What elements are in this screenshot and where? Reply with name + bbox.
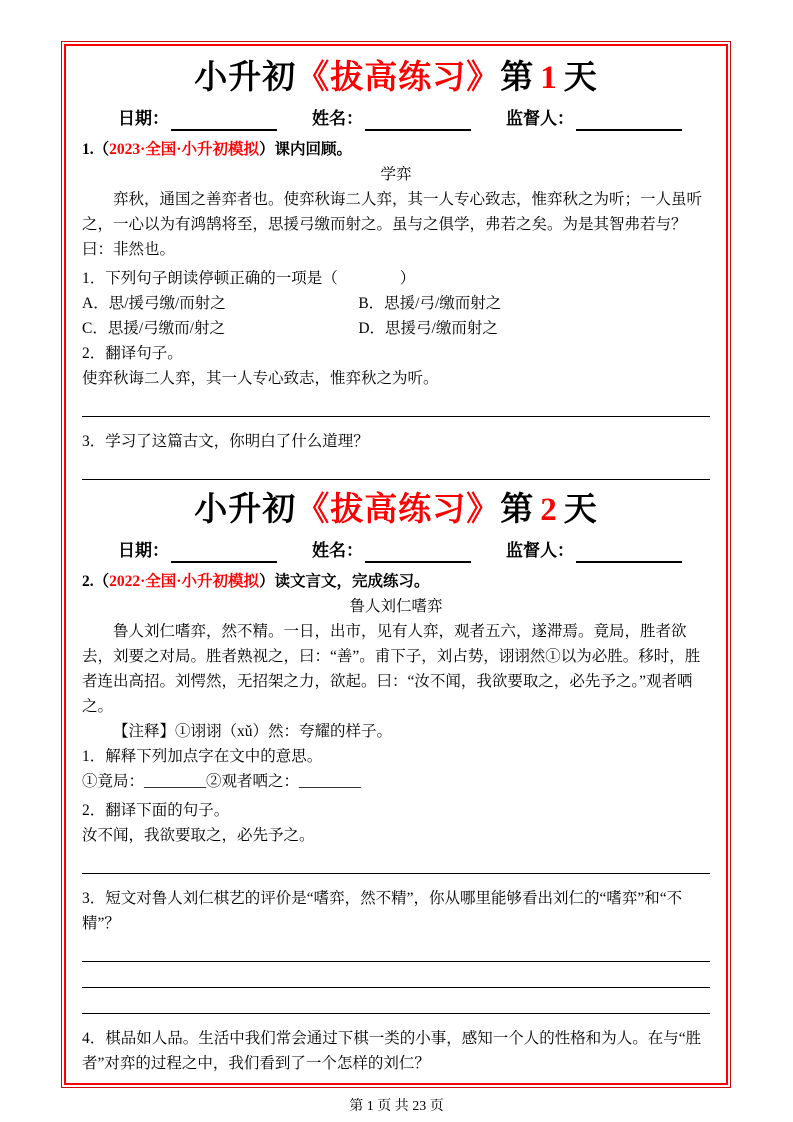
day2-title <box>82 490 710 530</box>
day1-subq2-sentence: 使弈秋诲二人弈，其一人专心致志，惟弈秋之为听。 <box>82 370 439 387</box>
answer-line <box>82 1076 710 1085</box>
day1-header-fields <box>82 107 710 131</box>
name-label: 姓名： <box>312 541 363 560</box>
name-blank <box>365 546 471 563</box>
page-footer: 第 1 页 共 23 页 <box>349 1099 444 1114</box>
question-number: 1. <box>82 141 94 158</box>
date-label: 日期： <box>118 541 169 560</box>
day2-header-fields <box>82 539 710 563</box>
day1-name-field <box>312 107 471 131</box>
date-label: 日期： <box>118 109 169 128</box>
answer-line <box>82 988 710 1014</box>
paren-close: ） <box>258 573 275 590</box>
day2-subq2-sentence: 汝不闻，我欲要取之，必先予之。 <box>82 827 315 844</box>
supervisor-blank <box>576 114 682 131</box>
day2-subq4: 4．棋品如人品。生活中我们常会通过下棋一类的小事，感知一个人的性格和为人。在与“胜者”对弈的过程之中，我们看到了一个怎样的刘仁？ <box>82 1030 702 1072</box>
day2-question-header <box>82 569 710 594</box>
day1-title-day-number: 1 <box>540 60 558 96</box>
day1-title-day-post: 天 <box>563 60 598 96</box>
option-c: C．思援/弓缴而/射之 <box>82 320 225 337</box>
day1-title <box>82 58 710 98</box>
supervisor-blank <box>576 546 682 563</box>
date-blank <box>171 114 277 131</box>
page-border-inner <box>64 44 728 1085</box>
day1-options-row2 <box>82 316 710 341</box>
name-blank <box>365 114 471 131</box>
supervisor-label: 监督人： <box>506 109 574 128</box>
day1-subq3: 3．学习了这篇古文，你明白了什么道理？ <box>82 433 369 450</box>
day2-title-day-pre: 第 <box>500 492 535 528</box>
question-source: 2022·全国·小升初模拟 <box>109 573 259 590</box>
answer-line <box>82 962 710 988</box>
answer-line <box>82 454 710 480</box>
question-source: 2023·全国·小升初模拟 <box>109 141 259 158</box>
option-a: A．思/援弓缴/而射之 <box>82 295 226 312</box>
option-d: D．思援弓/缴而射之 <box>358 320 498 337</box>
day1-title-day-pre: 第 <box>500 60 535 96</box>
day1-question-header <box>82 137 710 162</box>
name-label: 姓名： <box>312 109 363 128</box>
question-instruction: 读文言文，完成练习。 <box>274 573 430 590</box>
day2-title-highlight: 《拔高练习》 <box>296 492 501 528</box>
day1-options-row1 <box>82 291 710 316</box>
question-number: 2. <box>82 573 94 590</box>
day2-title-prefix: 小升初 <box>194 492 297 528</box>
paren-open: （ <box>93 141 110 158</box>
day2-subq1-blanks: ①竟局：________②观者哂之：________ <box>82 773 362 790</box>
paren-open: （ <box>93 573 110 590</box>
day2-note: 【注释】①诩诩（xǔ）然：夸耀的样子。 <box>113 723 393 740</box>
answer-line <box>82 391 710 417</box>
day1-subq2: 2．翻译句子。 <box>82 345 183 362</box>
day2-date-field <box>118 539 277 563</box>
answer-line <box>82 936 710 962</box>
day1-title-prefix: 小升初 <box>194 60 297 96</box>
answer-line <box>82 848 710 874</box>
day1-passage: 弈秋，通国之善弈者也。使弈秋诲二人弈，其一人专心致志，惟弈秋之为听；一人虽听之，一心以为有鸿鹄将至，思援弓缴而射之。虽与之俱学，弗若之矣。为是其智弗若与？曰：非然也。 <box>82 191 703 258</box>
day2-supervisor-field <box>506 539 682 563</box>
day2-subq1: 1．解释下列加点字在文中的意思。 <box>82 748 323 765</box>
paren-close: ） <box>258 141 275 158</box>
day2-passage-title: 鲁人刘仁嗜弈 <box>349 598 443 615</box>
day1-subq1: 1．下列句子朗读停顿正确的一项是（ ） <box>82 270 416 287</box>
supervisor-label: 监督人： <box>506 541 574 560</box>
day2-title-day-post: 天 <box>563 492 598 528</box>
day2-title-day-number: 2 <box>540 492 558 528</box>
day1-supervisor-field <box>506 107 682 131</box>
day1-passage-title: 学弈 <box>380 166 412 183</box>
page-border-outer <box>61 41 731 1088</box>
day2-passage: 鲁人刘仁嗜弈，然不精。一日，出市，见有人弈，观者五六，遂滞焉。竟局，胜者欲去，刘要之对局。胜者熟视之，曰：“善”。甫下子，刘占势，诩诩然①以为必胜。移时，胜者连出高招。刘愕然，无招架之力，欲起。曰：“汝不闻，我欲要取之，必先予之。”观者哂之。 <box>82 623 701 715</box>
option-b: B．思援/弓/缴而射之 <box>358 295 502 312</box>
day2-subq3: 3．短文对鲁人刘仁棋艺的评价是“嗜弈，然不精”，你从哪里能够看出刘仁的“嗜弈”和“不精”？ <box>82 890 683 932</box>
day1-date-field <box>118 107 277 131</box>
day2-name-field <box>312 539 471 563</box>
question-instruction: 课内回顾。 <box>274 141 353 158</box>
day2-subq2: 2．翻译下面的句子。 <box>82 802 230 819</box>
date-blank <box>171 546 277 563</box>
day1-title-highlight: 《拔高练习》 <box>296 60 501 96</box>
